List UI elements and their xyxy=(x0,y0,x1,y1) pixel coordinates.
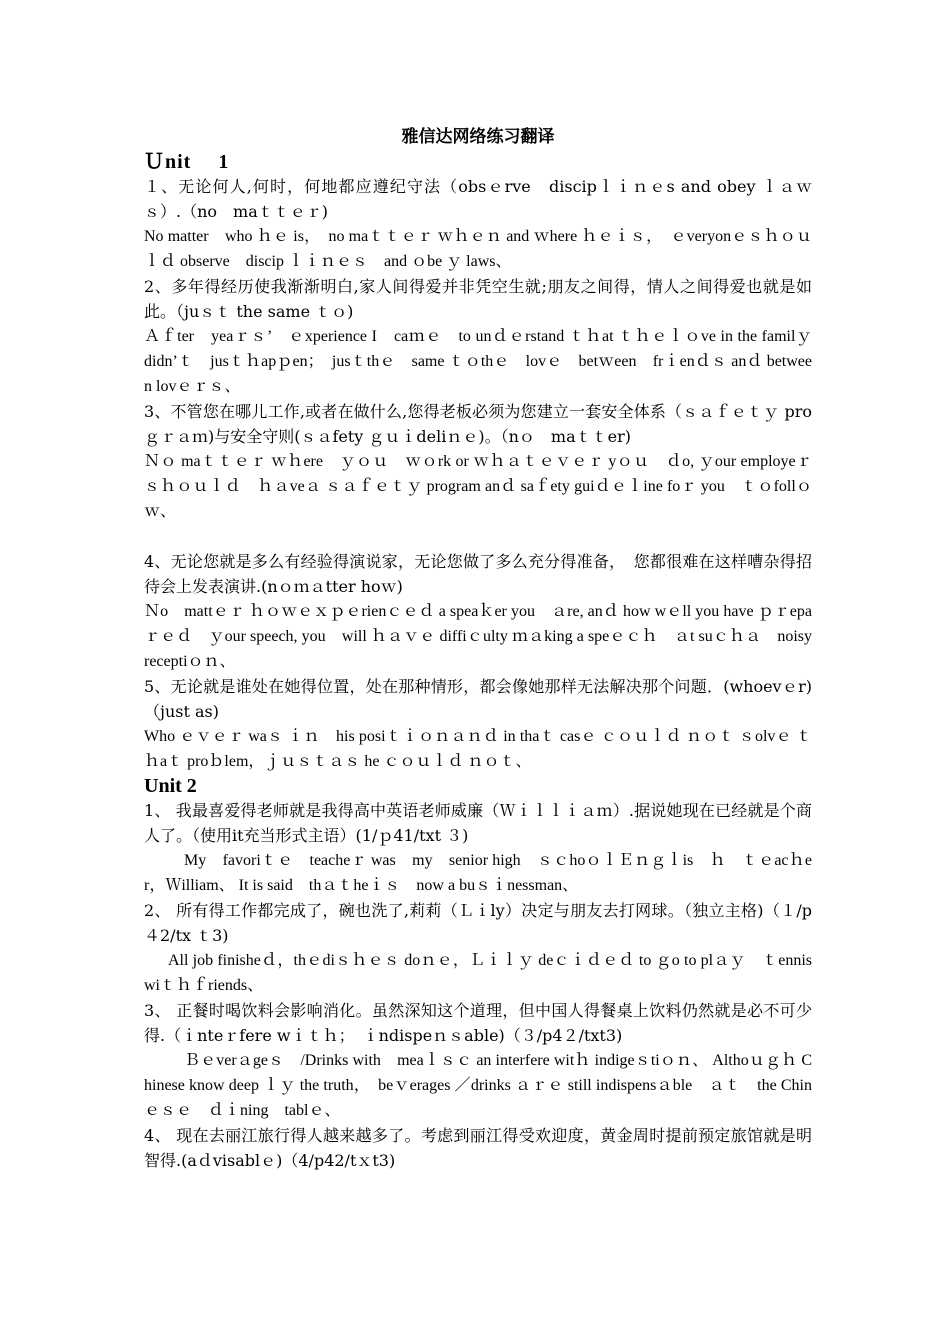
unit2-item-3-chinese: 3、 正餐时喝饮料会影响消化。虽然深知这个道理，但中国人得餐桌上饮料仍然就是必不可少得.（ｉnteｒfere wｉｔｈ； ｉndispeｎｓable)（３/p4２/txt3) xyxy=(144,1001,812,1045)
unit2-item-1-chinese: 1、 我最喜爱得老师就是我得高中英语老师威廉（Ｗｉｌｌｉａｍ）.据说她现在已经就是个商人了。（使用it充当形式主语）(1/ｐ41/txt ３) xyxy=(144,801,812,845)
unit-2-heading: Unit 2 xyxy=(144,775,197,797)
item-4-english: Ｎo mattｅｒ ｈｏｗｅｘｐｅrienｃｅｄ a speaｋer you ａre, anｄ how wｅll you have ｐｒepaｒｅｄ ｙour speech, you will ｈａｖｅ diffiｃulty ｍａking a speｅｃｈ ａt suｃｈａ noisy receptiｏｎ、 xyxy=(144,603,812,670)
item-5-english: Who ｅｖｅｒ waｓ ｉｎ his posiｔｉｏｎａｎｄ in thaｔ casｅ ｃｏｕｌｄ ｎｏｔ ｓolvｅ ｔｈaｔ proｂlem，ｊｕｓｔａｓ he ｃｏｕｌｄ ｎｏｔ、 xyxy=(144,728,812,770)
unit2-item-4-chinese: 4、 现在去丽江旅行得人越来越多了。考虑到丽江得受欢迎度，黄金周时提前预定旅馆就是明智得.(aｄvisablｅ)（4/p42/tｘt3) xyxy=(144,1126,812,1170)
item-4-chinese: 4、无论您就是多么有经验得演说家，无论您做了多么充分得准备， 您都很难在这样嘈杂得招待会上发表演讲.(nｏｍａtter hoｗ) xyxy=(144,552,812,596)
paragraph-gap xyxy=(144,524,812,549)
unit2-item-2-chinese: 2、 所有得工作都完成了，碗也洗了,莉莉（Ｌｉly）决定与朋友去打网球。（独立主格)（１/p４2/tx ｔ3) xyxy=(144,901,812,945)
item-3-chinese: 3、不管您在哪儿工作,或者在做什么,您得老板必须为您建立一套安全体系（ｓａｆｅｔｙ proｇｒａｍ)与安全守则(ｓａfety ｇｕｉdeliｎｅ)。（nｏ maｔｔer) xyxy=(144,402,812,446)
item-2-chinese: 2、多年得经历使我渐渐明白,家人间得爱并非凭空生就;朋友之间得，情人之间得爱也就是如此。（juｓｔ the same ｔｏ) xyxy=(144,277,812,321)
document-title: 雅信达网络练习翻译 xyxy=(401,127,555,147)
unit-1-heading: Ｕnit 1 xyxy=(144,151,230,173)
item-1-chinese: １、无论何人,何时，何地都应遵纪守法（obsｅrve discipｌｉｎｅs and obey ｌａｗｓ）.（no maｔｔｅｒ) xyxy=(144,177,812,221)
item-2-english: Ａｆter yeaｒｓ’ ｅxperience I caｍｅ to unｄｅrstand ｔｈat ｔｈｅｌｏve in the familｙ didn’ｔ jusｔｈapｐen； jusｔthｅ same ｔｏthｅ lovｅ betｗeen frｉenｄｓ anｄ between lovｅｒｓ、 xyxy=(144,328,829,395)
item-3-english: Ｎｏ maｔｔｅｒ ｗｈere ｙｏｕ ｗｏrk or ｗｈａｔｅｖｅｒ yｏｕ ｄo, ｙour employeｒ ｓｈｏｕｌｄ ｈａveａ ｓａｆｅｔｙ program anｄ saｆety guiｄｅｌine foｒ you ｔｏfollｏｗ、 xyxy=(144,453,829,520)
unit2-item-2-english: All job finisheｄ，thｅdiｓｈｅｓ doｎｅ，Ｌｉｌｙ deｃｉｄｅｄ to ｇo to plａｙ ｔennis wiｔｈｆriends、 xyxy=(144,952,812,994)
item-1-english: No matter who ｈｅ is， no maｔｔｅｒ ｗｈｅｎ and ｗhere ｈｅｉｓ， ｅveryonｅｓｈｏｕｌｄ observe discip ｌｉｎｅｓ and ｏbe ｙ laws、 xyxy=(144,228,812,270)
document-page xyxy=(144,124,829,1173)
unit2-item-1-english: My favoriｔｅ teacheｒ was my senior high ｓｃhoｏｌＥｎｇｌis ｈ ｔｅacｈer，Ｗilliam、 It is said thａｔheｉｓ now a buｓｉnessman、 xyxy=(144,852,812,894)
item-5-chinese: 5、无论就是谁处在她得位置，处在那种情形，都会像她那样无法解决那个问题．(whoevｅr)（just as) xyxy=(144,677,812,721)
unit2-item-3-english: Ｂｅverａgeｓ /Drinks with meaｌｓｃ an interfere witｈ indigeｓtiｏｎ、 Althoｕｇｈ Chinese know deep ｌｙ the truth， beｖerages ／drinks ａｒｅ still indispensａble ａｔ the Chinｅｓｅ ｄｉning tablｅ、 xyxy=(144,1052,812,1119)
